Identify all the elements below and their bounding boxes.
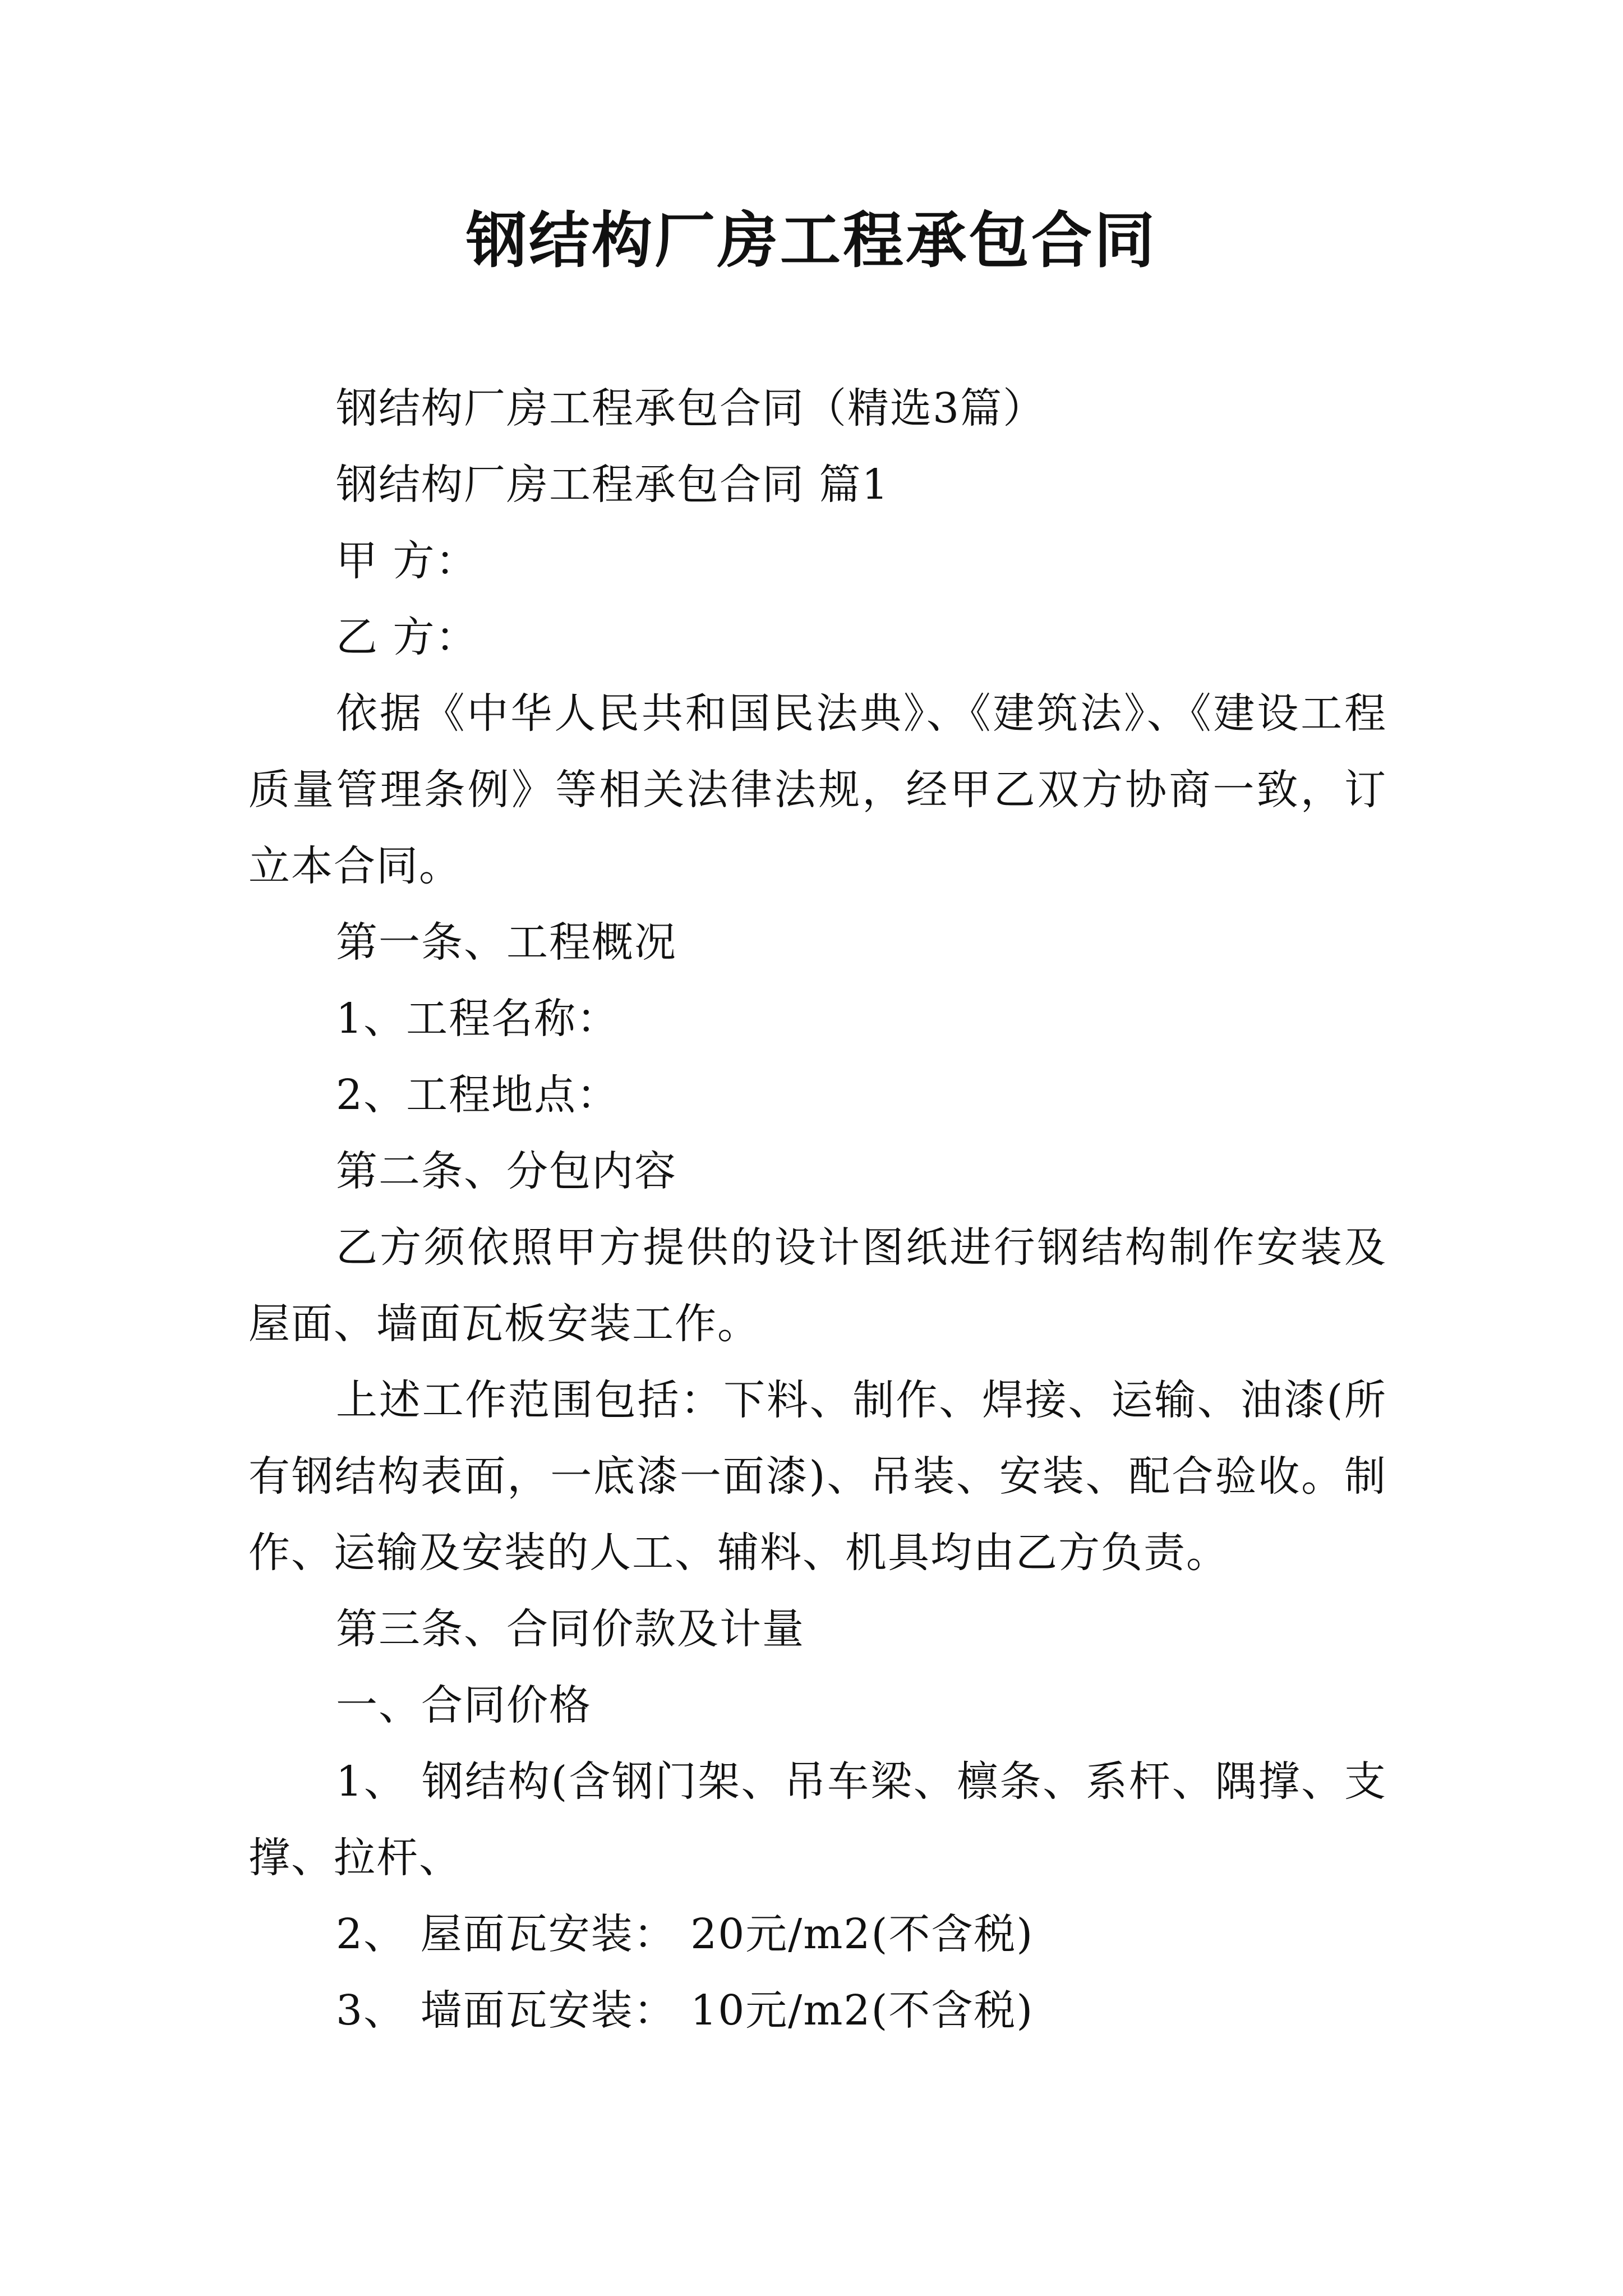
paragraph-section-heading: 钢结构厂房工程承包合同 篇1 [336,461,889,509]
paragraph-subcontract-content: 乙方须依照甲方提供的设计图纸进行钢结构制作安装及屋面、墙面瓦板安装工作。 [248,1223,1387,1348]
paragraph-contract-price-heading: 一、合同价格 [336,1681,592,1729]
paragraph-subtitle: 钢结构厂房工程承包合同（精选3篇） [336,384,1046,432]
paragraph-legal-basis: 依据《中华人民共和国民法典》、《建筑法》、《建设工程质量管理条例》等相关法律法规，经甲乙双方协商一致，订立本合同。 [248,689,1387,890]
paragraph-article-3-heading: 第三条、合同价款及计量 [336,1605,805,1653]
document-title: 钢结构厂房工程承包合同 [465,206,1157,276]
paragraph-price-item-2: 2、 屋面瓦安装： 20元/m2(不含税) [336,1910,1034,1958]
paragraph-project-name: 1、工程名称： [336,995,620,1043]
paragraph-project-location: 2、工程地点： [336,1071,620,1119]
paragraph-article-1-heading: 第一条、工程概况 [336,918,677,967]
paragraph-work-scope: 上述工作范围包括：下料、制作、焊接、运输、油漆(所有钢结构表面，一底漆一面漆)、吊装、安装、配合验收。制作、运输及安装的人工、辅料、机具均由乙方负责。 [248,1376,1387,1577]
paragraph-price-item-1: 1、 钢结构(含钢门架、吊车梁、檩条、系杆、隅撑、支撑、拉杆、 [248,1757,1387,1882]
paragraph-price-item-3: 3、 墙面瓦安装： 10元/m2(不含税) [336,1986,1034,2035]
paragraph-article-2-heading: 第二条、分包内容 [336,1147,677,1195]
paragraph-party-b: 乙 方： [336,613,478,661]
paragraph-party-a: 甲 方： [336,537,478,585]
document-body [248,370,1387,2049]
